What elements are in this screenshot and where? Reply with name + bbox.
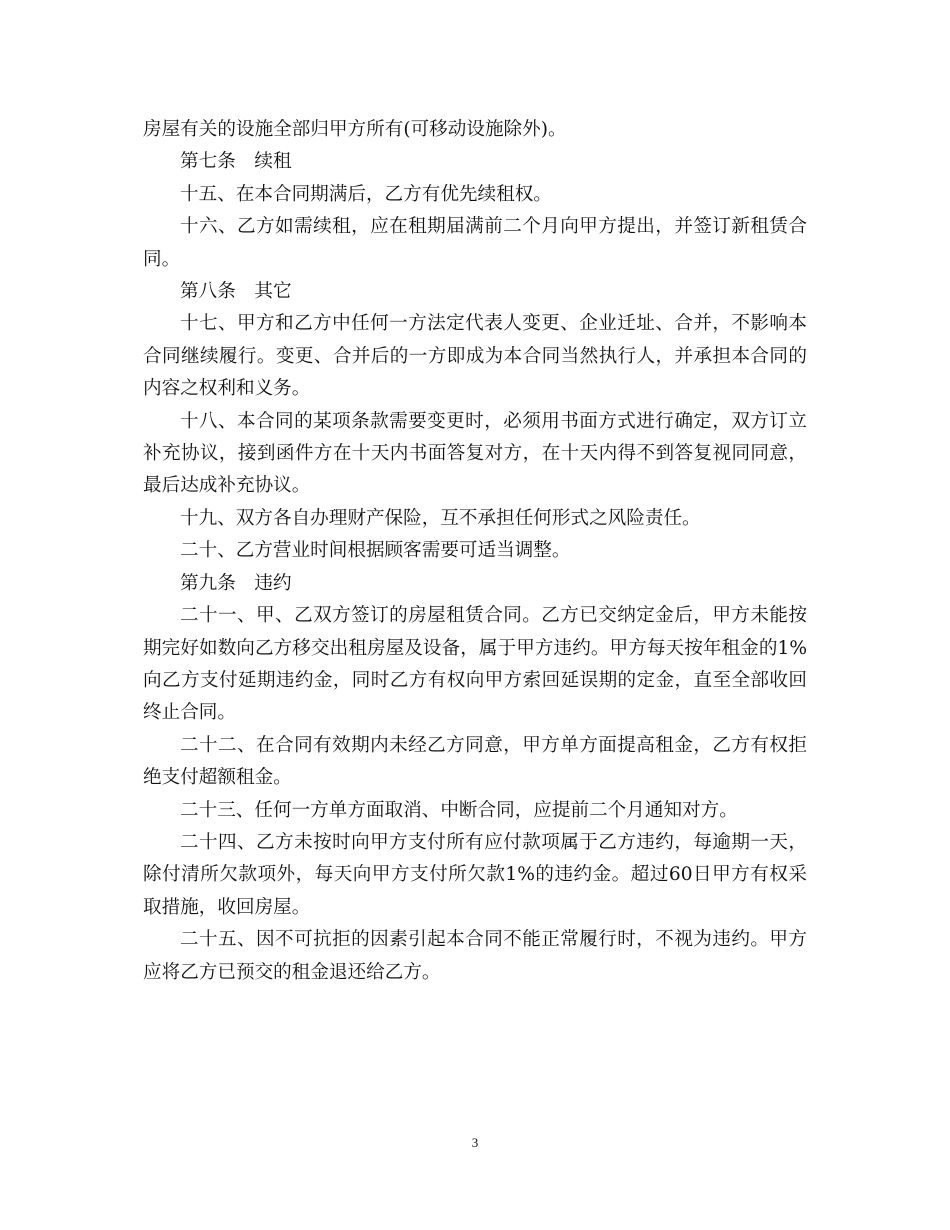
paragraph: 十五、在本合同期满后，乙方有优先续租权。 [180, 183, 552, 205]
paragraph: 二十二、在合同有效期内未经乙方同意，甲方单方面提高租金，乙方有权拒绝支付超额租金。 [143, 734, 807, 789]
paragraph: 二十三、任何一方单方面取消、中断合同，应提前二个月通知对方。 [180, 799, 738, 821]
paragraph: 十九、双方各自办理财产保险，互不承担任何形式之风险责任。 [180, 507, 701, 529]
paragraph: 二十一、甲、乙双方签订的房屋租赁合同。乙方已交纳定金后，甲方未能按期完好如数向乙方移交出租房屋及设备，属于甲方违约。甲方每天按年租金的1%向乙方支付延期违约金，同时乙方有权向甲方索回延误期的定金，直至全部收回终止合同。 [143, 605, 807, 724]
paragraph: 十八、本合同的某项条款需要变更时，必须用书面方式进行确定，双方订立补充协议，接到函件方在十天内书面答复对方，在十天内得不到答复视同同意，最后达成补充协议。 [143, 410, 807, 497]
paragraph: 二十、乙方营业时间根据顾客需要可适当调整。 [180, 540, 571, 562]
section-heading-renewal: 第七条 续租 [180, 151, 292, 173]
document-body [143, 114, 807, 989]
paragraph: 十七、甲方和乙方中任何一方法定代表人变更、企业迁址、合并，不影响本合同继续履行。变更、合并后的一方即成为本合同当然执行人，并承担本合同的内容之权利和义务。 [143, 313, 807, 400]
section-heading-breach: 第九条 违约 [180, 572, 292, 594]
paragraph: 二十五、因不可抗拒的因素引起本合同不能正常履行时，不视为违约。甲方应将乙方已预交的租金退还给乙方。 [143, 929, 807, 983]
page-number: 3 [471, 1135, 479, 1150]
paragraph: 房屋有关的设施全部归甲方所有(可移动设施除外)。 [143, 119, 567, 140]
paragraph: 二十四、乙方未按时向甲方支付所有应付款项属于乙方违约，每逾期一天，除付清所欠款项外，每天向甲方支付所欠款1%的违约金。超过60日甲方有权采取措施，收回房屋。 [143, 831, 807, 918]
paragraph: 十六、乙方如需续租，应在租期届满前二个月向甲方提出，并签订新租赁合同。 [143, 216, 807, 270]
section-heading-other: 第八条 其它 [180, 281, 292, 303]
